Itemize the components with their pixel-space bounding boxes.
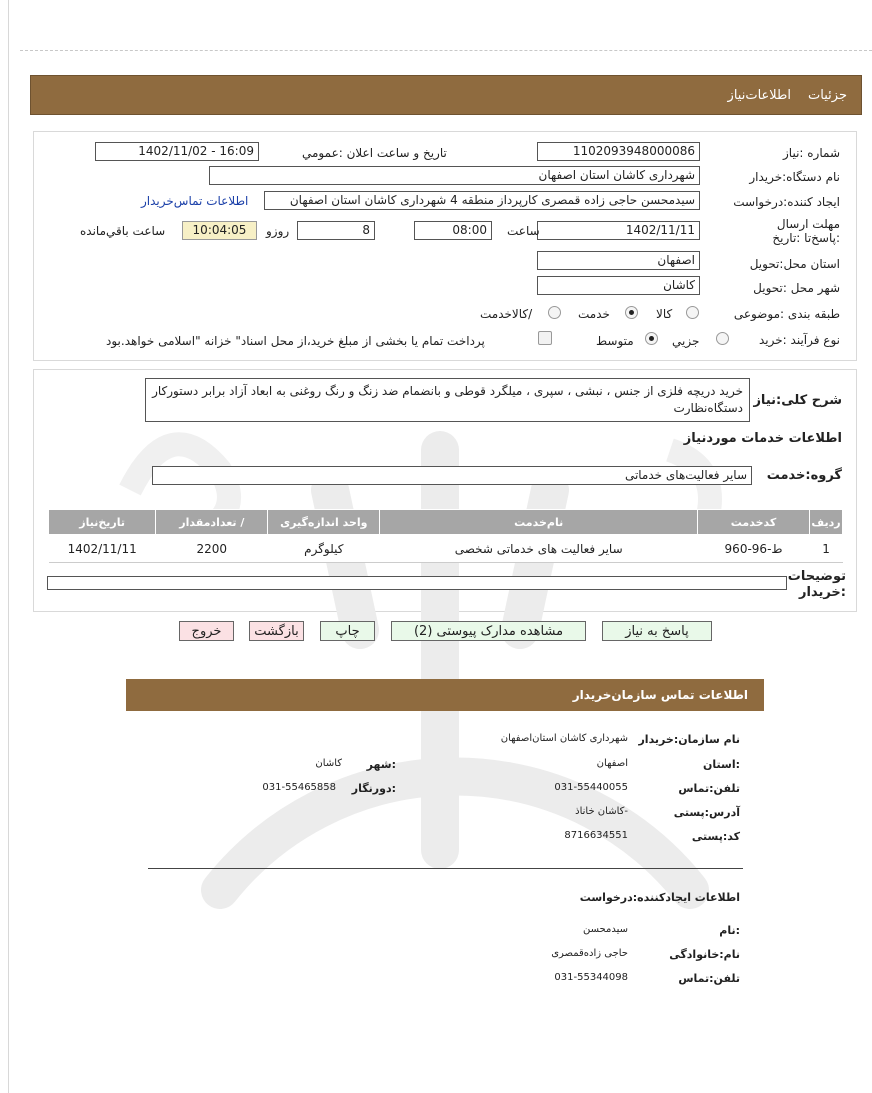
city-label: شهر محل :تحويل (753, 281, 840, 295)
col-quantity: / تعدادمقدار (156, 510, 268, 535)
contact-divider (148, 868, 743, 869)
contact-fax-value: 031-55465858 (262, 782, 336, 793)
contact-city-label: :شهر (366, 758, 396, 771)
deadline-label: مهلت ارسال :پاسخ‌تا :تاريخ (772, 217, 840, 245)
creator-info-title: اطلاعات ايجادکننده:درخواست (579, 891, 740, 904)
tab-need-info[interactable]: اطلاعات‌نیاز (727, 88, 791, 103)
cell-row-number: 1 (810, 535, 843, 563)
contact-address-value: -کاشان خاناذ (575, 806, 628, 817)
creator-name-value: سیدمحسن (583, 924, 628, 935)
remaining-label: ساعت باقي‌مانده (80, 224, 166, 238)
province-label: استان محل:تحويل (749, 257, 840, 271)
service-group-label: گروه:خدمت (766, 468, 842, 483)
tab-details[interactable]: جزئیات (808, 88, 847, 103)
creator-phone-label: تلفن:تماس (678, 972, 740, 985)
top-divider (20, 50, 872, 51)
buyer-org-field: شهرداری کاشان استان اصفهان (209, 166, 700, 185)
buyer-notes-label: توضيحات :خريدار (787, 569, 846, 600)
city-field: کاشان (537, 276, 700, 295)
reply-button[interactable]: پاسخ به نياز (602, 621, 712, 641)
need-number-field: 1102093948000086 (537, 142, 700, 161)
view-documents-button[interactable]: مشاهده مدارک پيوستی (2) (391, 621, 586, 641)
buyer-contact-link[interactable]: اطلاعات تماس‌خريدار (141, 194, 249, 208)
contact-fax-label: :دورنگار (351, 782, 396, 795)
col-service-name: نام‌خدمت (380, 510, 698, 535)
cell-need-date: 1402/11/11 (49, 535, 156, 563)
services-title: اطلاعات خدمات موردنياز (683, 431, 842, 446)
need-number-label: شماره :نیاز (783, 146, 840, 160)
contact-city-value: کاشان (315, 758, 342, 769)
days-label: روزو (266, 224, 290, 238)
process-partial-label: جزيي (672, 334, 700, 348)
contact-section-title: اطلاعات تماس سازمان‌خريدار (572, 688, 748, 702)
org-name-value: شهرداری کاشان استان‌اصفهان (500, 733, 628, 744)
category-both-radio[interactable] (548, 306, 561, 319)
process-label: نوع فرآيند :خريد (759, 333, 840, 347)
process-medium-label: متوسط (596, 334, 634, 348)
description-label: شرح کلی:نياز (753, 393, 842, 408)
province-field: اصفهان (537, 251, 700, 270)
contact-postal-value: 8716634551 (564, 830, 628, 841)
cell-unit: کيلوگرم (268, 535, 380, 563)
announce-label: تاریخ و ساعت اعلان :عمومي (302, 146, 447, 160)
col-unit: واحد اندازه‌گيری (268, 510, 380, 535)
exit-button[interactable]: خروج (179, 621, 234, 641)
category-label: طبقه بندی :موضوعی (733, 307, 840, 321)
creator-label: ايجاد کننده:درخواست (733, 195, 840, 209)
cell-service-name: ساير فعاليت های خدماتی شخصی (380, 535, 698, 563)
service-group-field: ساير فعاليت‌های خدماتی (152, 466, 752, 485)
creator-family-label: نام:خانوادگی (669, 948, 740, 961)
days-field: 8 (297, 221, 375, 240)
print-button[interactable]: چاپ (320, 621, 375, 641)
page-header (30, 75, 862, 115)
category-service-radio[interactable] (625, 306, 638, 319)
category-service-label: خدمت (578, 307, 610, 321)
contact-phone-value: 031-55440055 (554, 782, 628, 793)
services-table (48, 509, 843, 563)
contact-phone-label: تلفن:تماس (678, 782, 740, 795)
buyer-org-label: نام دستگاه:خريدار (749, 170, 840, 184)
creator-name-label: :نام (719, 924, 740, 937)
category-both-label: /کالاخدمت (480, 307, 533, 321)
creator-phone-value: 031-55344098 (554, 972, 628, 983)
remaining-time-field: 10:04:05 (182, 221, 257, 240)
contact-province-label: :استان (703, 758, 740, 771)
col-need-date: تاريخ‌نياز (49, 510, 156, 535)
deadline-date-field: 1402/11/11 (537, 221, 700, 240)
creator-field: سیدمحسن حاجی زاده قمصری کارپرداز منطقه 4 شهرداری کاشان استان اصفهان (264, 191, 700, 210)
contact-postal-label: کد:پستی (691, 830, 740, 843)
cell-service-code: ط-96-960 (698, 535, 810, 563)
category-goods-radio[interactable] (686, 306, 699, 319)
table-row[interactable] (49, 535, 843, 563)
announce-date-field: 1402/11/02 - 16:09 (95, 142, 259, 161)
back-button[interactable]: بازگشت (249, 621, 304, 641)
cell-quantity: 2200 (156, 535, 268, 563)
contact-address-label: آدرس:پستی (673, 806, 740, 819)
org-name-label: نام سازمان:خريدار (638, 733, 740, 746)
left-border-line (8, 0, 9, 1093)
col-row-number: رديف (810, 510, 843, 535)
buyer-notes-field (47, 576, 787, 590)
creator-family-value: حاجی زاده‌قمصری (551, 948, 628, 959)
time-label: ساعت (507, 224, 540, 238)
table-header-row (49, 510, 843, 535)
description-text: خرید دریچه فلزی از جنس ، نبشی ، سپری ، میلگرد قوطی و بانضمام ضد زنگ و رنگ روغنی به ابعاد آزاد برابر دستورکار دستگاه‌نظارت (145, 378, 750, 422)
contact-section-header (126, 679, 764, 711)
deadline-time-field: 08:00 (414, 221, 492, 240)
treasury-payment-note: پرداخت تمام يا بخشی از مبلغ خريد،از محل اسناد" خزانه "اسلامی خواهد.بود (106, 334, 485, 348)
col-service-code: کدخدمت (698, 510, 810, 535)
contact-province-value: اصفهان (596, 758, 628, 769)
category-goods-label: کالا (656, 307, 673, 321)
